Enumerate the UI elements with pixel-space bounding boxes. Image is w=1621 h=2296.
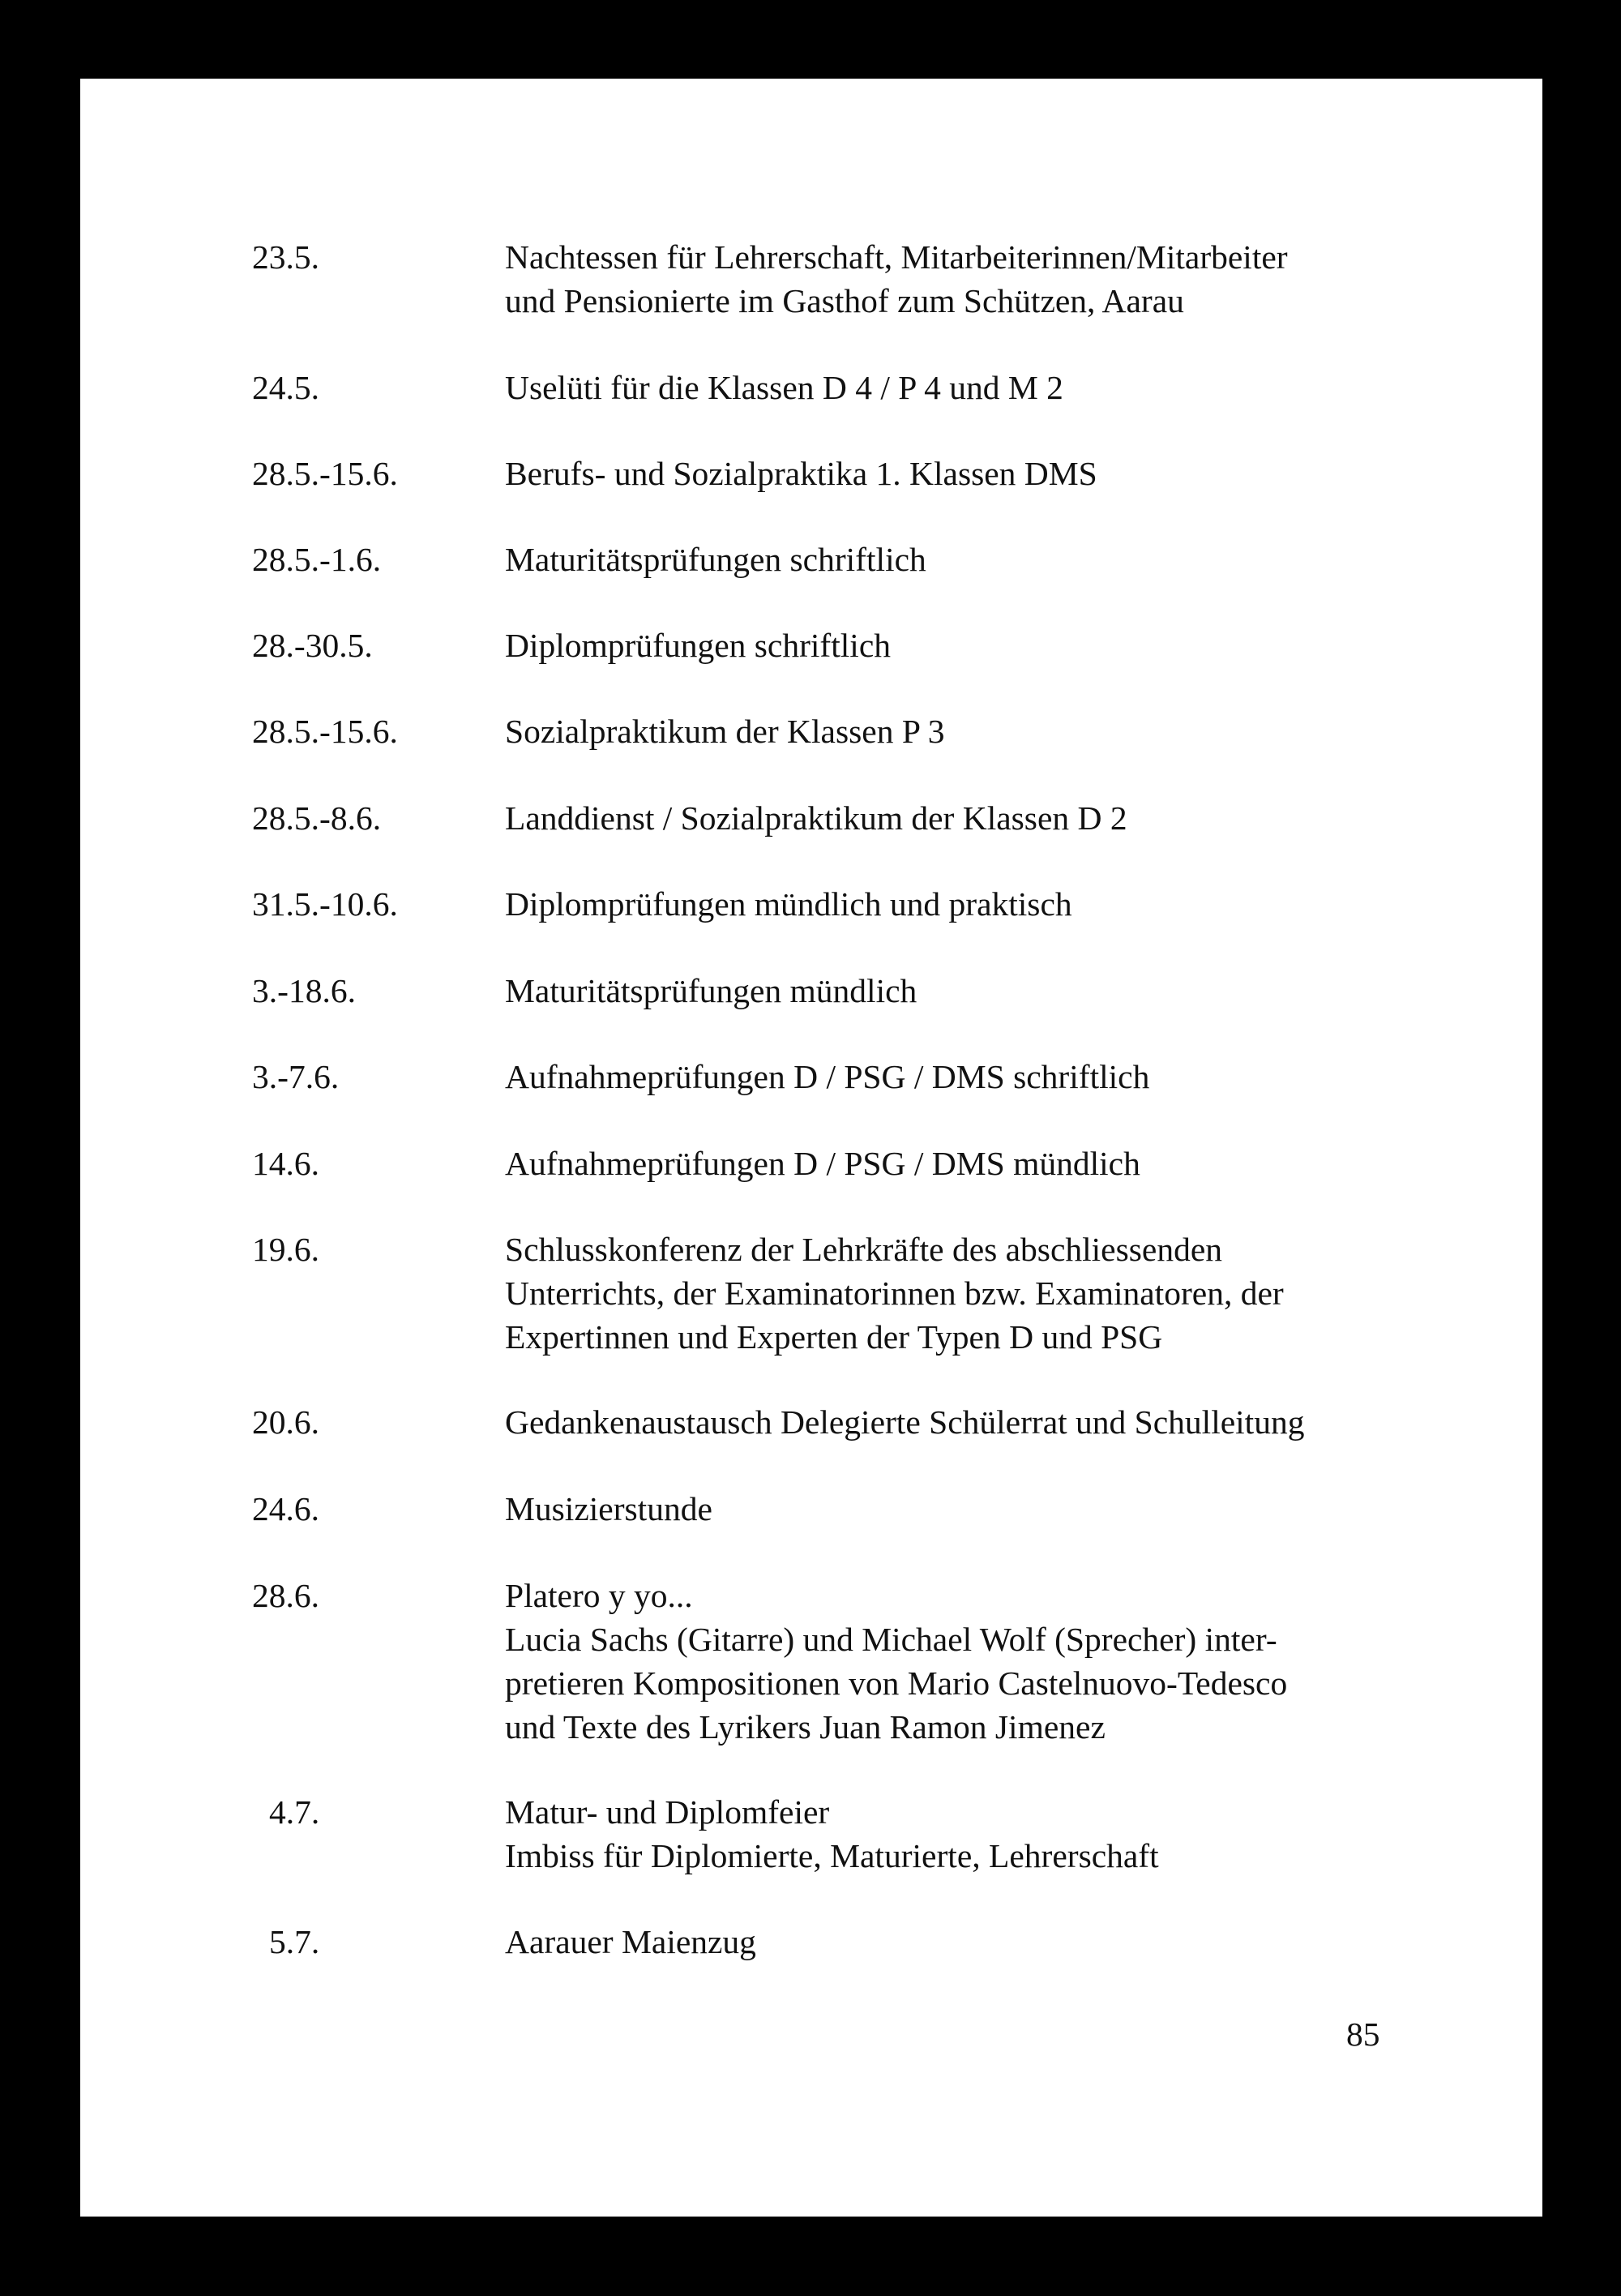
entry-date: 24.6. <box>252 1490 319 1527</box>
entry-line: Diplomprüfungen schriftlich <box>505 627 891 664</box>
entry-description <box>505 623 1445 667</box>
entry-line: Unterrichts, der Examinatorinnen bzw. Examinatoren, der <box>505 1274 1284 1312</box>
entry-line: Gedankenaustausch Delegierte Schülerrat und Schulleitung <box>505 1403 1305 1441</box>
entry-line: Landdienst / Sozialpraktikum der Klassen D 2 <box>505 799 1127 837</box>
entry-description <box>505 452 1445 495</box>
entry-description <box>505 538 1445 581</box>
entry-date: 4.7. <box>269 1793 320 1831</box>
entry-line: Diplomprüfungen mündlich und praktisch <box>505 885 1072 923</box>
entry-line: Platero y yo... <box>505 1577 693 1614</box>
entry-description <box>505 1574 1445 1749</box>
entry-date: 28.5.-15.6. <box>252 713 398 750</box>
entry-description <box>505 1487 1445 1531</box>
entry-description <box>505 796 1445 840</box>
entry-date: 23.5. <box>252 238 319 276</box>
entry-date: 28.5.-8.6. <box>252 799 382 837</box>
entry-date: 19.6. <box>252 1231 319 1268</box>
entry-date: 28.5.-1.6. <box>252 541 382 578</box>
entry-line: Lucia Sachs (Gitarre) und Michael Wolf (Sprecher) inter- <box>505 1621 1277 1658</box>
page-number: 85 <box>1346 2015 1380 2053</box>
entry-date: 3.-18.6. <box>252 972 356 1009</box>
entry-date: 14.6. <box>252 1145 319 1182</box>
entry-description <box>505 235 1445 323</box>
entry-description <box>505 1227 1445 1359</box>
entry-line: Musizierstunde <box>505 1490 712 1527</box>
entry-line: Aarauer Maienzug <box>505 1923 756 1960</box>
entry-line: Matur- und Diplomfeier <box>505 1793 830 1831</box>
entry-date: 20.6. <box>252 1403 319 1441</box>
entry-line: und Texte des Lyrikers Juan Ramon Jimenez <box>505 1708 1106 1746</box>
entry-description <box>505 709 1445 753</box>
entry-line: Schlusskonferenz der Lehrkräfte des abschliessenden <box>505 1231 1222 1268</box>
entry-date: 24.5. <box>252 369 319 406</box>
entry-description <box>505 366 1445 409</box>
entry-line: Maturitätsprüfungen mündlich <box>505 972 917 1009</box>
entry-date: 28.5.-15.6. <box>252 455 398 492</box>
document-page <box>80 79 1542 2217</box>
entry-line: Maturitätsprüfungen schriftlich <box>505 541 926 578</box>
entry-description <box>505 1055 1445 1099</box>
entry-date: 31.5.-10.6. <box>252 885 398 923</box>
entry-description <box>505 1400 1445 1444</box>
entry-line: Sozialpraktikum der Klassen P 3 <box>505 713 945 750</box>
entry-line: Aufnahmeprüfungen D / PSG / DMS schriftlich <box>505 1058 1150 1095</box>
entry-description <box>505 1142 1445 1185</box>
entry-date: 5.7. <box>269 1923 320 1960</box>
entry-date: 28.6. <box>252 1577 319 1614</box>
entry-line: Uselüti für die Klassen D 4 / P 4 und M 2 <box>505 369 1063 406</box>
entry-line: Berufs- und Sozialpraktika 1. Klassen DMS <box>505 455 1097 492</box>
entry-line: Nachtessen für Lehrerschaft, Mitarbeiterinnen/Mitarbeiter <box>505 238 1288 276</box>
entry-line: und Pensionierte im Gasthof zum Schützen, Aarau <box>505 282 1184 319</box>
entry-description <box>505 1790 1445 1878</box>
entry-line: Imbiss für Diplomierte, Maturierte, Lehrerschaft <box>505 1837 1159 1874</box>
entry-description <box>505 1920 1445 1964</box>
entry-description <box>505 882 1445 926</box>
entry-description <box>505 969 1445 1013</box>
entry-date: 3.-7.6. <box>252 1058 340 1095</box>
entry-line: pretieren Kompositionen von Mario Castelnuovo-Tedesco <box>505 1664 1288 1702</box>
entry-line: Aufnahmeprüfungen D / PSG / DMS mündlich <box>505 1145 1140 1182</box>
entry-line: Expertinnen und Experten der Typen D und PSG <box>505 1318 1163 1356</box>
entry-date: 28.-30.5. <box>252 627 373 664</box>
